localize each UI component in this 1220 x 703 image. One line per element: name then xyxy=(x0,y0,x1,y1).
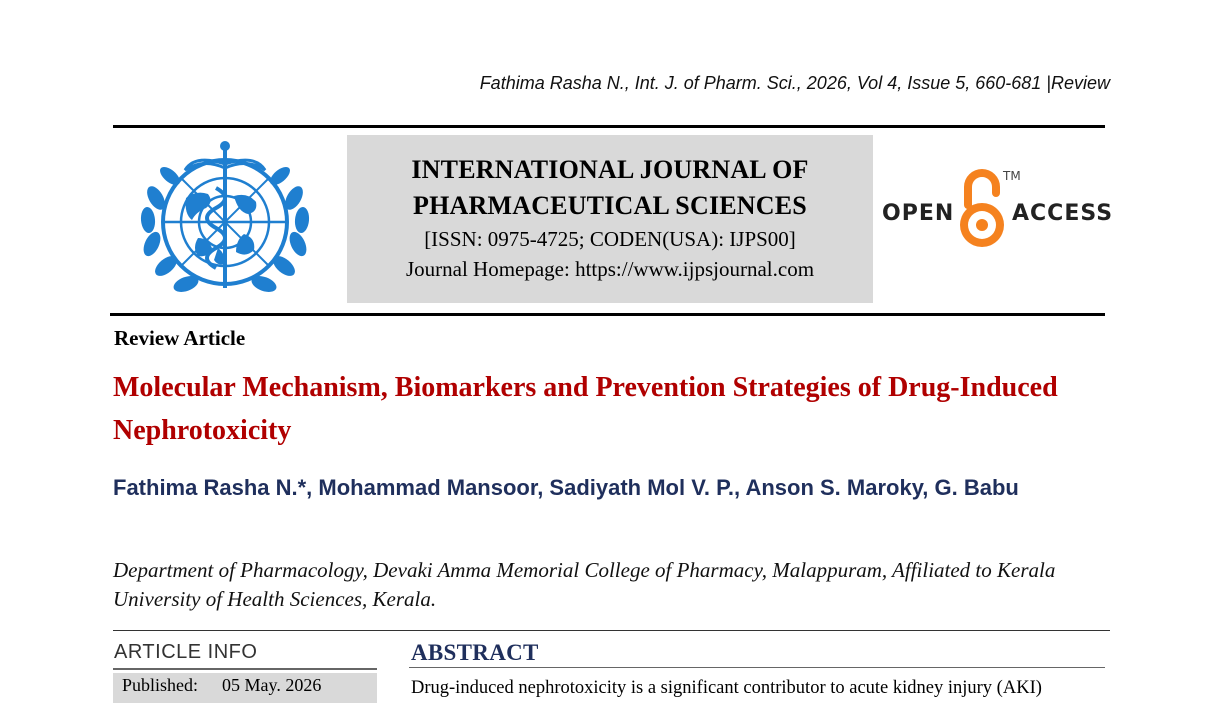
header-rule-bottom xyxy=(110,313,1105,316)
article-info-heading: ARTICLE INFO xyxy=(114,641,258,663)
published-label: Published: xyxy=(122,675,199,695)
trademark-mark: TM xyxy=(1003,169,1021,183)
article-title: Molecular Mechanism, Biomarkers and Prevention Strategies of Drug-Induced Nephrotoxicity xyxy=(113,372,1058,446)
running-head: Fathima Rasha N., Int. J. of Pharm. Sci., 2026, Vol 4, Issue 5, 660-681 |Review xyxy=(479,73,1110,93)
abstract-rule xyxy=(409,667,1105,668)
article-info-rule xyxy=(113,668,377,670)
open-access-open-text: OPEN xyxy=(882,201,955,226)
journal-homepage[interactable]: Journal Homepage: https://www.ijpsjournal.com xyxy=(405,257,815,281)
open-access-access-text: ACCESS xyxy=(1012,201,1114,226)
journal-masthead-box xyxy=(347,135,873,303)
abstract-heading: ABSTRACT xyxy=(411,640,539,665)
section-divider xyxy=(113,630,1110,631)
published-row xyxy=(113,673,377,703)
affiliation: Department of Pharmacology, Devaki Amma Memorial College of Pharmacy, Malappuram, Affiliated to Kerala University of Health Sciences, Kerala. xyxy=(113,558,1056,611)
header-rule-top xyxy=(113,125,1105,128)
open-padlock-icon xyxy=(956,165,1008,253)
open-access-logo xyxy=(880,165,1114,255)
abstract-first-line: Drug-induced nephrotoxicity is a significant contributor to acute kidney injury (AKI) xyxy=(411,678,1042,698)
journal-title-line1: INTERNATIONAL JOURNAL OF xyxy=(411,155,809,184)
un-emblem-caduceus-icon xyxy=(126,138,324,306)
article-type: Review Article xyxy=(114,326,246,350)
published-date: 05 May. 2026 xyxy=(222,675,322,695)
journal-issn: [ISSN: 0975-4725; CODEN(USA): IJPS00] xyxy=(424,227,796,251)
journal-title-line2: PHARMACEUTICAL SCIENCES xyxy=(413,191,807,220)
author-list: Fathima Rasha N.*, Mohammad Mansoor, Sadiyath Mol V. P., Anson S. Maroky, G. Babu xyxy=(113,475,1019,500)
